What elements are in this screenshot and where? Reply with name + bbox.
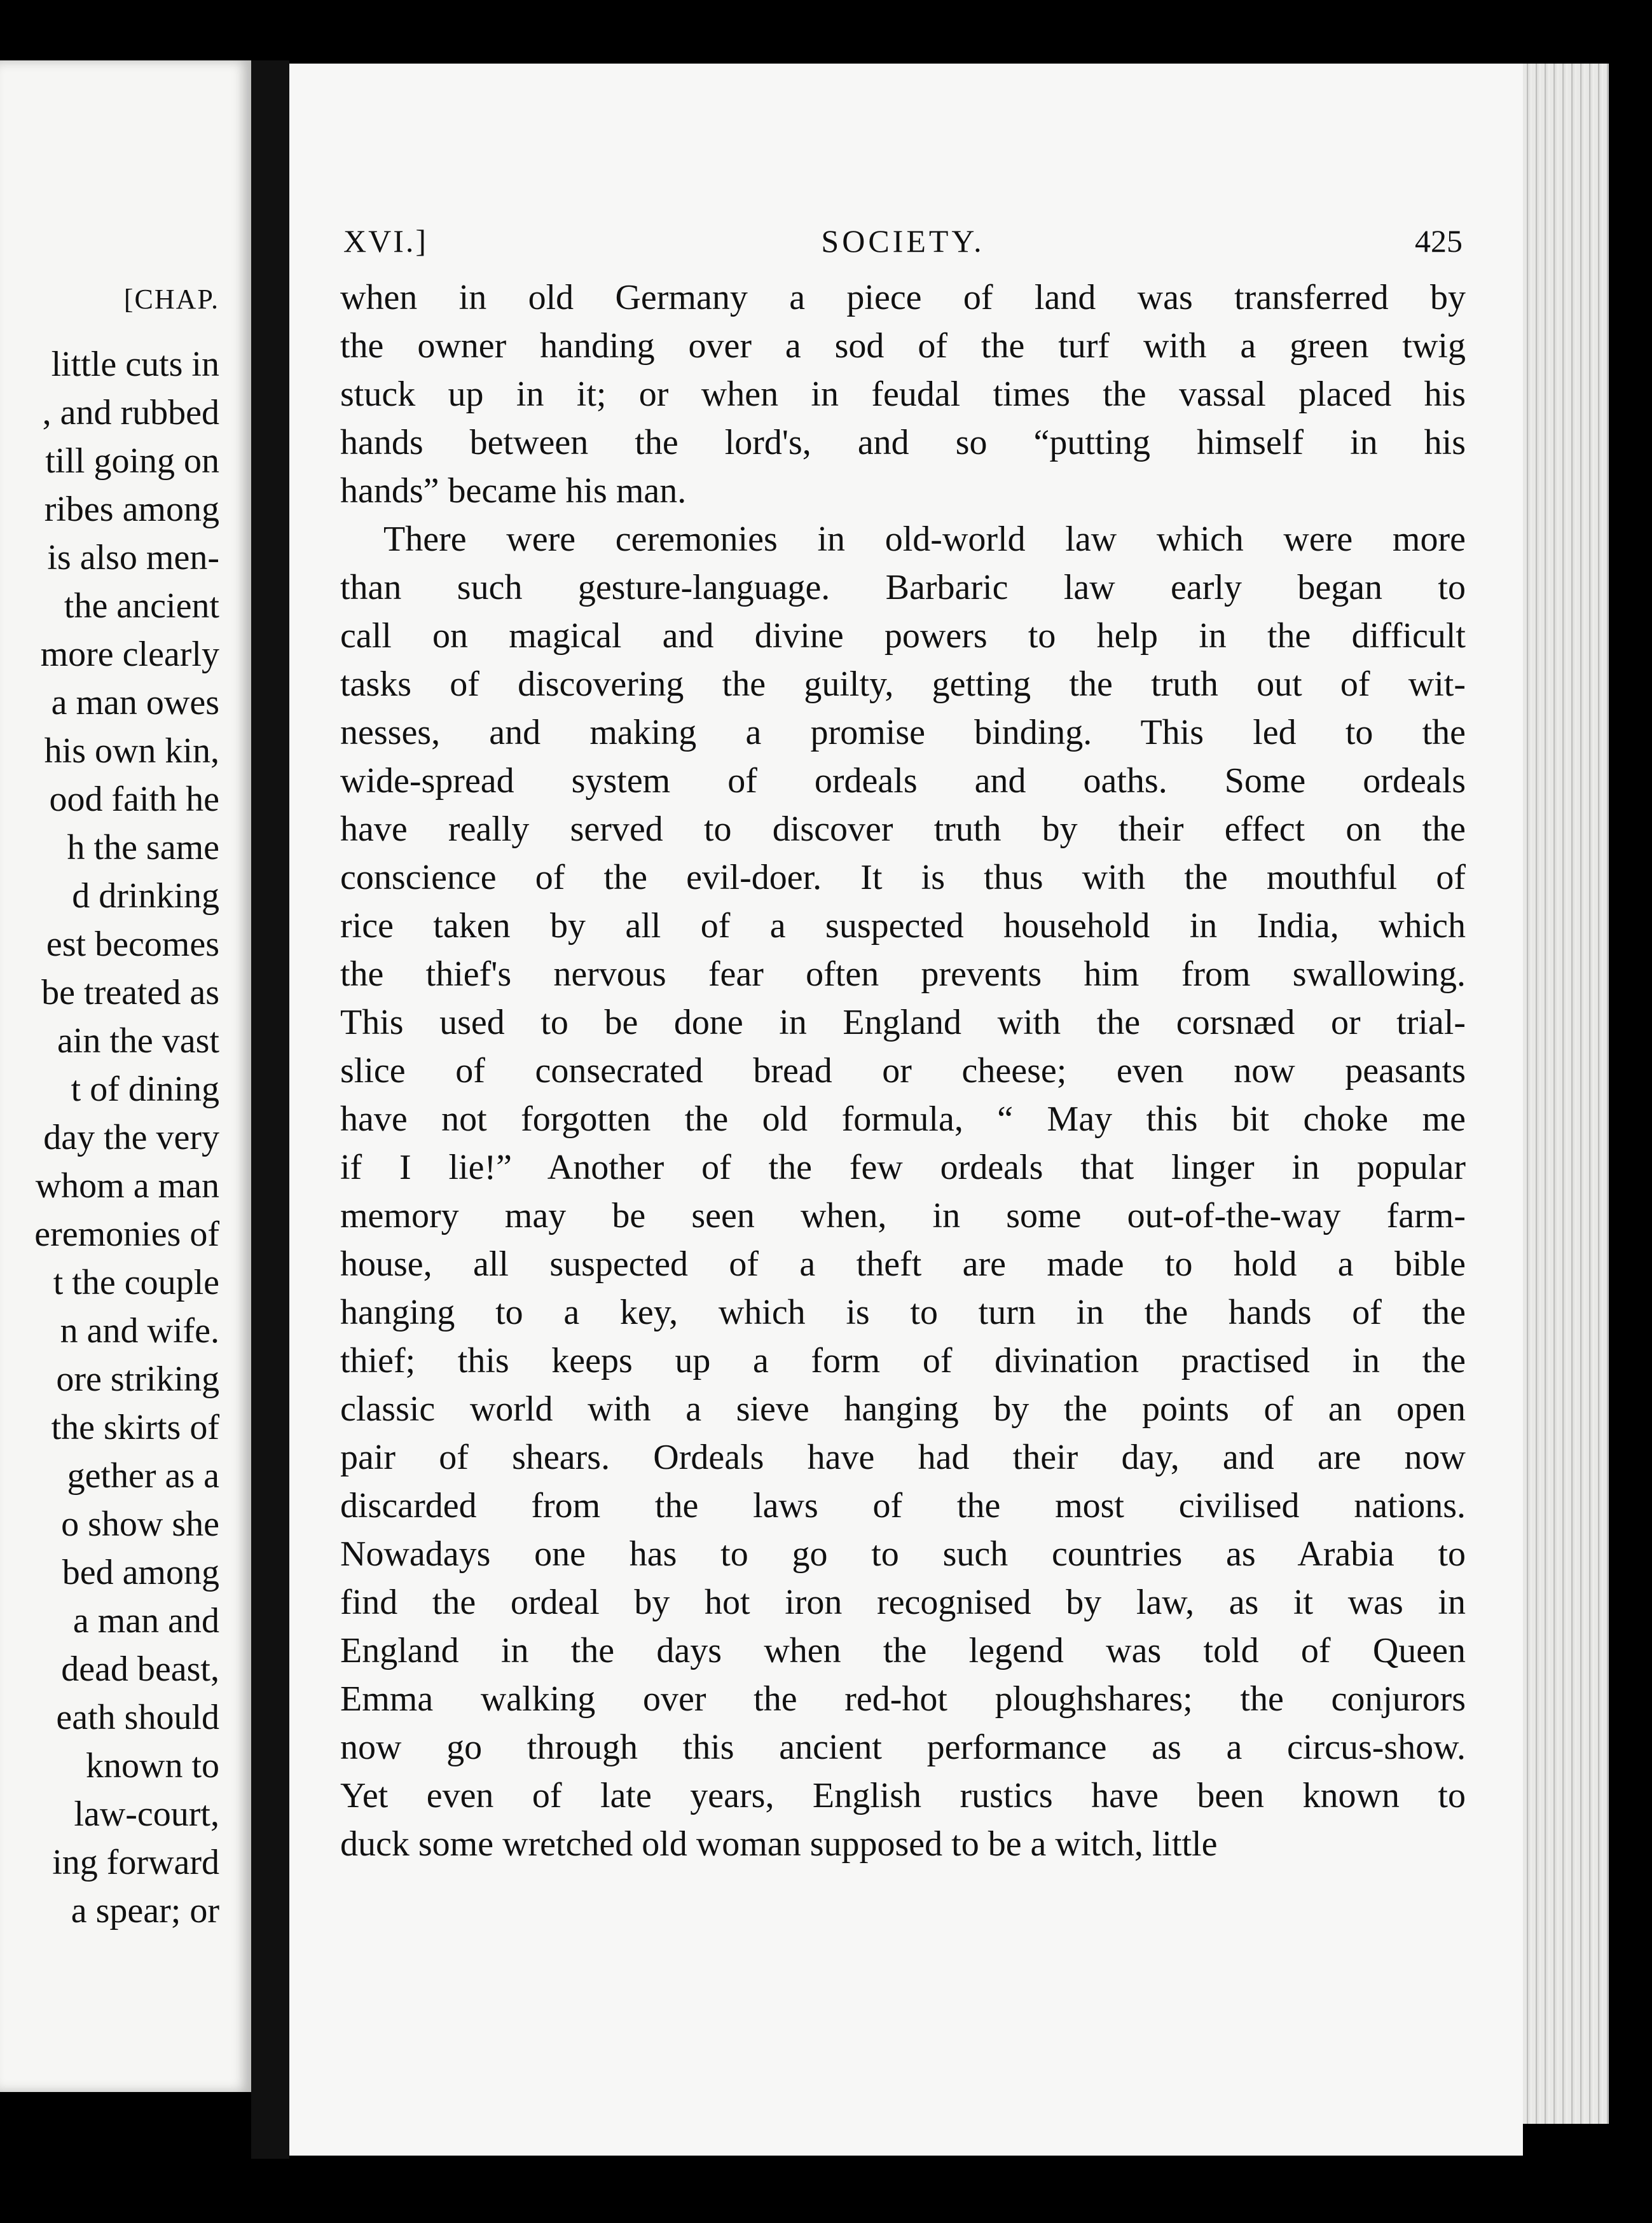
left-text-line: known to <box>86 1746 219 1786</box>
left-page-text <box>34 340 219 1935</box>
text-line: classic world with a sieve hanging by the points of an open <box>340 1389 1466 1429</box>
left-text-line: t of dining <box>71 1070 219 1109</box>
left-text-line: eath should <box>56 1698 219 1737</box>
left-text-line: the ancient <box>64 586 219 626</box>
left-text-line: till going on <box>45 441 219 481</box>
left-text-line: law-court, <box>74 1794 219 1834</box>
left-text-line: the skirts of <box>51 1408 219 1447</box>
text-line: the owner handing over a sod of the turf with a green twig <box>340 326 1466 366</box>
left-page-header: [CHAP. <box>123 284 219 315</box>
text-line: rice taken by all of a suspected household in India, which <box>340 906 1466 946</box>
text-line: hanging to a key, which is to turn in the hands of the <box>340 1293 1466 1332</box>
text-line: when in old Germany a piece of land was transferred by <box>340 278 1466 317</box>
text-line: conscience of the evil-doer. It is thus with the mouthful of <box>340 858 1466 897</box>
text-line: memory may be seen when, in some out-of-the-way farm- <box>340 1196 1466 1235</box>
text-line: There were ceremonies in old-world law which were more <box>383 520 1466 559</box>
body-text <box>340 273 1466 1868</box>
text-line: find the ordeal by hot iron recognised by law, as it was in <box>340 1583 1466 1622</box>
left-text-line: a spear; or <box>71 1891 219 1931</box>
left-text-line: a man and <box>72 1601 219 1641</box>
left-text-line: ood faith he <box>49 780 219 819</box>
left-text-line: t the couple <box>53 1263 219 1302</box>
left-text-line: ribes among <box>44 490 219 529</box>
left-text-line: little cuts in <box>51 345 219 384</box>
left-text-line: dead beast, <box>61 1649 219 1689</box>
left-text-line: more clearly <box>40 635 219 674</box>
text-line: hands between the lord's, and so “putting himself in his <box>340 423 1466 462</box>
text-line: duck some wretched old woman supposed to be a witch, little <box>340 1824 1218 1864</box>
text-line: hands” became his man. <box>340 471 687 511</box>
left-text-line: eremonies of <box>34 1215 219 1254</box>
left-text-line: ing forward <box>52 1843 219 1882</box>
text-line: discarded from the laws of the most civilised nations. <box>340 1486 1466 1525</box>
left-text-line: h the same <box>67 828 219 867</box>
page-edges <box>1523 64 1609 2124</box>
left-text-line: ore striking <box>56 1359 219 1399</box>
left-text-line: , and rubbed <box>42 393 219 432</box>
text-line: have not forgotten the old formula, “ May this bit choke me <box>340 1099 1466 1139</box>
text-line: stuck up in it; or when in feudal times the vassal placed his <box>340 375 1466 414</box>
left-text-line: d drinking <box>72 876 219 916</box>
text-line: England in the days when the legend was told of Queen <box>340 1631 1466 1670</box>
text-line: Yet even of late years, English rustics have been known to <box>340 1776 1466 1815</box>
text-line: nesses, and making a promise binding. This led to the <box>340 713 1466 752</box>
left-text-line: whom a man <box>35 1166 219 1206</box>
book-gutter <box>251 60 289 2159</box>
left-text-line: is also men- <box>47 538 219 577</box>
text-line: than such gesture-language. Barbaric law early began to <box>340 568 1466 607</box>
text-line: have really served to discover truth by their effect on the <box>340 809 1466 849</box>
left-text-line: ain the vast <box>57 1021 219 1061</box>
text-line: tasks of discovering the guilty, getting the truth out of wit- <box>340 664 1466 704</box>
right-page <box>289 64 1523 2156</box>
left-text-line: bed among <box>62 1553 219 1592</box>
left-text-line: be treated as <box>41 973 219 1012</box>
text-line: pair of shears. Ordeals have had their day, and are now <box>340 1438 1466 1477</box>
left-page <box>0 60 251 2092</box>
left-text-line: gether as a <box>67 1456 219 1496</box>
left-text-line: a man owes <box>51 683 219 722</box>
left-text-line: day the very <box>43 1118 219 1157</box>
running-head <box>343 210 1463 267</box>
text-line: slice of consecrated bread or cheese; even now peasants <box>340 1051 1466 1091</box>
text-line: Emma walking over the red-hot ploughshares; the conjurors <box>340 1679 1466 1719</box>
left-text-line: n and wife. <box>60 1311 219 1351</box>
text-line: This used to be done in England with the corsnæd or trial- <box>340 1003 1466 1042</box>
text-line: now go through this ancient performance as a circus-show. <box>340 1728 1466 1767</box>
text-line: wide-spread system of ordeals and oaths. Some ordeals <box>340 761 1466 801</box>
text-line: the thief's nervous fear often prevents him from swallowing. <box>340 954 1466 994</box>
text-line: house, all suspected of a theft are made to hold a bible <box>340 1244 1466 1284</box>
chapter-number: XVI.] <box>343 223 429 259</box>
text-line: thief; this keeps up a form of divination practised in the <box>340 1341 1466 1380</box>
left-text-line: est becomes <box>46 925 219 964</box>
left-text-line: o show she <box>61 1504 219 1544</box>
left-text-line: his own kin, <box>44 731 219 771</box>
page-number: 425 <box>1415 223 1463 259</box>
text-line: call on magical and divine powers to help in the difficult <box>340 616 1466 656</box>
text-line: Nowadays one has to go to such countries as Arabia to <box>340 1534 1466 1574</box>
text-line: if I lie!” Another of the few ordeals that linger in popular <box>340 1148 1466 1187</box>
page-title: SOCIETY. <box>821 223 985 259</box>
